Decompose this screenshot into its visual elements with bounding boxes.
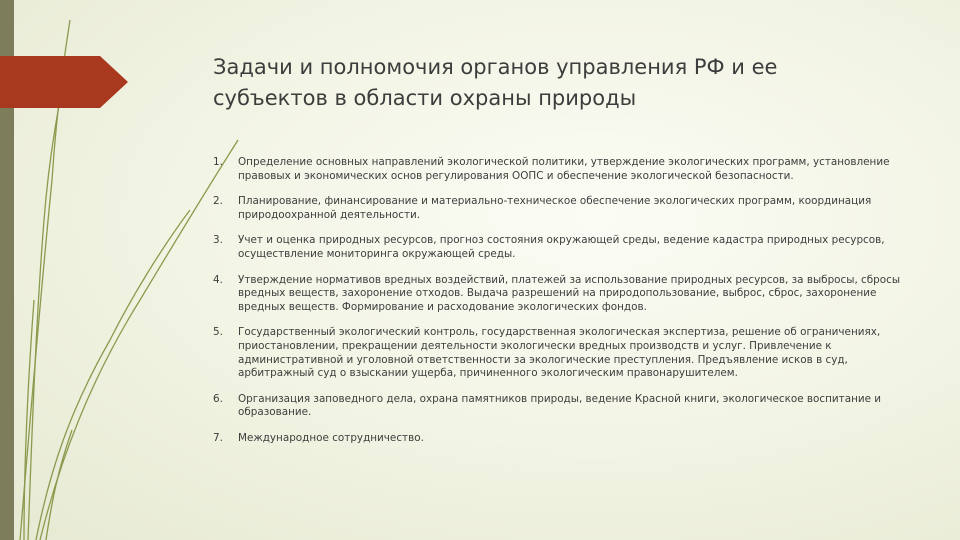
item-number: 5.	[213, 326, 223, 339]
item-text: Утверждение нормативов вредных воздействий, платежей за использование природных ресурсов, за выбросы, сбросы вредных веществ, захоронение отходов. Выдача разрешений на природопользование, выброс, сброс, захоронение вредных веществ. Формирование и расходование экологических фондов.	[238, 273, 901, 313]
list-item	[213, 432, 903, 446]
grass-blade	[36, 210, 190, 540]
item-number: 6.	[213, 392, 223, 405]
list-item	[213, 195, 903, 222]
item-number: 1.	[213, 156, 223, 168]
list-item	[213, 393, 903, 420]
grass-blade	[40, 140, 238, 540]
item-number: 2.	[213, 195, 223, 208]
item-number: 3.	[213, 234, 223, 247]
item-text: Международное сотрудничество.	[238, 431, 424, 444]
item-text: Организация заповедного дела, охрана памятников природы, ведение Красной книги, экологическое воспитание и образование.	[238, 392, 882, 419]
list-item	[213, 326, 903, 380]
item-text: Планирование, финансирование и материально-техническое обеспечение экологических программ, координация природоохранной деятельности.	[238, 195, 872, 221]
item-text: Определение основных направлений экологической политики, утверждение экологических программ, установление правовых и экономических основ регулирования ООПС и обеспечение экологической безопасности.	[238, 156, 890, 182]
item-text: Государственный экологический контроль, государственная экологическая экспертиза, решение об ограничениях, приостановлении, прекращении деятельности экологически вредных производств и услуг. Привлечение к административной и уголовной ответственности за экологические преступления. Предъявление исков в суд, арбитражный суд о взыскании ущерба, причиненного экологическим правонарушителем.	[238, 326, 881, 380]
item-number: 4.	[213, 273, 223, 286]
item-number: 7.	[213, 431, 223, 444]
task-list	[213, 156, 903, 458]
item-text: Учет и оценка природных ресурсов, прогноз состояния окружающей среды, ведение кадастра природных ресурсов, осуществление мониторинга окружающей среды.	[238, 234, 885, 260]
list-item	[213, 234, 903, 261]
slide-title: Задачи и полномочия органов управления РФ и ее субъектов в области охраны природы	[213, 55, 778, 110]
list-item	[213, 274, 903, 315]
list-item	[213, 156, 903, 183]
